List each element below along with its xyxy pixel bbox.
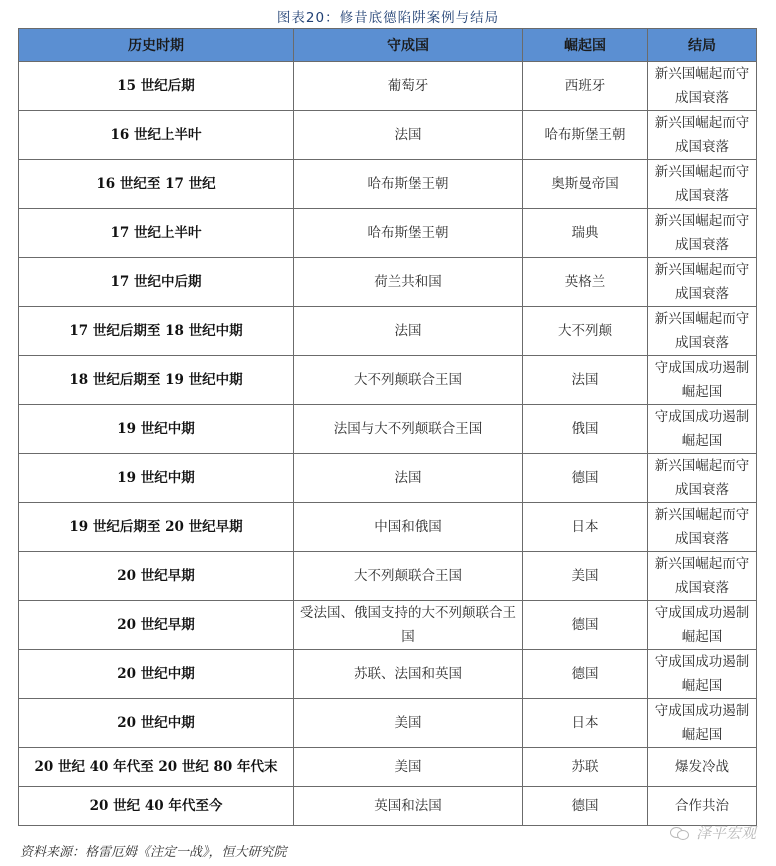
- cell-defender: 葡萄牙: [294, 62, 523, 111]
- cell-rising: 英格兰: [523, 258, 648, 307]
- cell-rising: 德国: [523, 787, 648, 826]
- cell-result: 新兴国崛起而守成国衰落: [648, 454, 757, 503]
- cell-period: 15 世纪后期: [19, 62, 294, 111]
- cell-result: 新兴国崛起而守成国衰落: [648, 503, 757, 552]
- table-row: [19, 787, 757, 826]
- table-row: [19, 209, 757, 258]
- cell-period: 19 世纪中期: [19, 454, 294, 503]
- cell-result: 守成国成功遏制崛起国: [648, 650, 757, 699]
- cell-result: 新兴国崛起而守成国衰落: [648, 160, 757, 209]
- table-row: [19, 356, 757, 405]
- cell-period: 20 世纪中期: [19, 699, 294, 748]
- cell-period: 16 世纪至 17 世纪: [19, 160, 294, 209]
- table-header-row: [19, 29, 757, 62]
- cell-defender: 美国: [294, 699, 523, 748]
- figure-title: 图表20：修昔底德陷阱案例与结局: [276, 10, 500, 26]
- cell-result: 新兴国崛起而守成国衰落: [648, 307, 757, 356]
- cell-rising: 德国: [523, 601, 648, 650]
- thucydides-trap-table: [18, 28, 757, 826]
- cell-period: 17 世纪上半叶: [19, 209, 294, 258]
- table-row: [19, 160, 757, 209]
- watermark-text: 泽平宏观: [695, 824, 756, 842]
- header-defender: 守成国: [294, 29, 523, 62]
- cell-defender: 中国和俄国: [294, 503, 523, 552]
- table-row: [19, 111, 757, 160]
- cell-period: 19 世纪中期: [19, 405, 294, 454]
- cell-period: 20 世纪中期: [19, 650, 294, 699]
- cell-result: 新兴国崛起而守成国衰落: [648, 552, 757, 601]
- table-row: [19, 405, 757, 454]
- cell-rising: 大不列颠: [523, 307, 648, 356]
- cell-defender: 法国: [294, 307, 523, 356]
- cell-rising: 美国: [523, 552, 648, 601]
- header-rising: 崛起国: [523, 29, 648, 62]
- cell-result: 守成国成功遏制崛起国: [648, 699, 757, 748]
- cell-rising: 日本: [523, 503, 648, 552]
- cell-defender: 法国与大不列颠联合王国: [294, 405, 523, 454]
- cell-result: 守成国成功遏制崛起国: [648, 601, 757, 650]
- cell-period: 20 世纪早期: [19, 552, 294, 601]
- wechat-icon: [670, 826, 690, 840]
- cell-period: 20 世纪早期: [19, 601, 294, 650]
- cell-result: 新兴国崛起而守成国衰落: [648, 209, 757, 258]
- cell-rising: 德国: [523, 454, 648, 503]
- table-row: [19, 650, 757, 699]
- cell-period: 20 世纪 40 年代至 20 世纪 80 年代末: [19, 748, 294, 787]
- cell-defender: 哈布斯堡王朝: [294, 209, 523, 258]
- cell-period: 20 世纪 40 年代至今: [19, 787, 294, 826]
- table-row: [19, 748, 757, 787]
- table-row: [19, 307, 757, 356]
- cell-defender: 大不列颠联合王国: [294, 552, 523, 601]
- cell-defender: 大不列颠联合王国: [294, 356, 523, 405]
- cell-rising: 哈布斯堡王朝: [523, 111, 648, 160]
- header-result: 结局: [648, 29, 757, 62]
- cell-rising: 西班牙: [523, 62, 648, 111]
- cell-result: 守成国成功遏制崛起国: [648, 356, 757, 405]
- cell-period: 18 世纪后期至 19 世纪中期: [19, 356, 294, 405]
- cell-result: 守成国成功遏制崛起国: [648, 405, 757, 454]
- cell-rising: 法国: [523, 356, 648, 405]
- table-row: [19, 62, 757, 111]
- table-row: [19, 503, 757, 552]
- cell-defender: 受法国、俄国支持的大不列颠联合王国: [294, 601, 523, 650]
- cell-rising: 日本: [523, 699, 648, 748]
- cell-defender: 美国: [294, 748, 523, 787]
- cell-result: 新兴国崛起而守成国衰落: [648, 111, 757, 160]
- cell-defender: 英国和法国: [294, 787, 523, 826]
- source-note: 资料来源：格雷厄姆《注定一战》，恒大研究院: [20, 845, 287, 860]
- cell-defender: 苏联、法国和英国: [294, 650, 523, 699]
- cell-defender: 法国: [294, 111, 523, 160]
- cell-rising: 俄国: [523, 405, 648, 454]
- cell-result: 新兴国崛起而守成国衰落: [648, 62, 757, 111]
- cell-period: 16 世纪上半叶: [19, 111, 294, 160]
- table-row: [19, 454, 757, 503]
- cell-defender: 法国: [294, 454, 523, 503]
- header-period: 历史时期: [19, 29, 294, 62]
- table-row: [19, 552, 757, 601]
- cell-defender: 哈布斯堡王朝: [294, 160, 523, 209]
- cell-period: 17 世纪中后期: [19, 258, 294, 307]
- cell-rising: 苏联: [523, 748, 648, 787]
- cell-rising: 德国: [523, 650, 648, 699]
- table-row: [19, 699, 757, 748]
- cell-period: 17 世纪后期至 18 世纪中期: [19, 307, 294, 356]
- table-row: [19, 258, 757, 307]
- cell-rising: 奥斯曼帝国: [523, 160, 648, 209]
- watermark: [670, 822, 756, 843]
- cell-defender: 荷兰共和国: [294, 258, 523, 307]
- cell-result: 爆发冷战: [648, 748, 757, 787]
- cell-period: 19 世纪后期至 20 世纪早期: [19, 503, 294, 552]
- table-row: [19, 601, 757, 650]
- cell-result: 新兴国崛起而守成国衰落: [648, 258, 757, 307]
- cell-rising: 瑞典: [523, 209, 648, 258]
- cell-result: 合作共治: [648, 787, 757, 826]
